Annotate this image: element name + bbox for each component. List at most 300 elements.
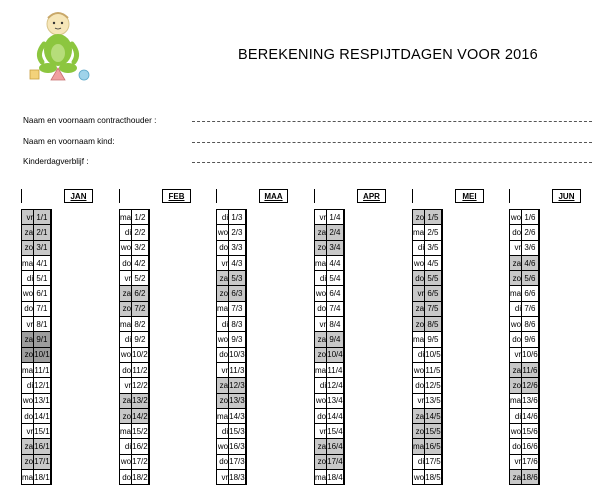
day-row — [217, 439, 247, 454]
entry-cell[interactable] — [441, 470, 442, 485]
date-cell: 14/1 — [34, 408, 51, 423]
entry-cell[interactable] — [343, 286, 344, 301]
day-row — [217, 347, 247, 362]
day-row — [120, 347, 150, 362]
entry-cell[interactable] — [245, 408, 246, 423]
weekday-cell: vr — [315, 210, 327, 225]
date-cell: 13/4 — [327, 393, 344, 408]
weekday-cell: ma — [413, 439, 425, 454]
date-cell: 11/3 — [229, 362, 246, 377]
entry-cell[interactable] — [245, 225, 246, 240]
entry-cell[interactable] — [538, 225, 539, 240]
month-name: FEB — [168, 192, 185, 201]
entry-cell[interactable] — [343, 393, 344, 408]
entry-cell[interactable] — [148, 332, 149, 347]
entry-cell[interactable] — [441, 424, 442, 439]
day-row — [217, 393, 247, 408]
date-cell: 11/1 — [34, 362, 51, 377]
weekday-cell: do — [120, 255, 132, 270]
date-cell: 9/6 — [522, 332, 539, 347]
entry-cell[interactable] — [50, 439, 51, 454]
entry-cell[interactable] — [441, 286, 442, 301]
date-cell: 16/5 — [425, 439, 442, 454]
weekday-cell: ma — [413, 332, 425, 347]
weekday-cell: vr — [510, 347, 522, 362]
weekday-cell: za — [22, 225, 34, 240]
entry-cell[interactable] — [538, 210, 539, 225]
weekday-cell: di — [120, 332, 132, 347]
date-cell: 18/4 — [327, 470, 344, 485]
entry-cell[interactable] — [441, 439, 442, 454]
weekday-cell: wo — [413, 255, 425, 270]
weekday-cell: wo — [413, 362, 425, 377]
entry-cell[interactable] — [245, 240, 246, 255]
day-row — [315, 378, 345, 393]
day-row — [315, 439, 345, 454]
baby-logo-icon — [22, 10, 96, 82]
entry-cell[interactable] — [441, 454, 442, 469]
entry-cell[interactable] — [538, 240, 539, 255]
day-row — [315, 424, 345, 439]
weekday-cell: ma — [22, 255, 34, 270]
entry-cell[interactable] — [50, 301, 51, 316]
day-row — [315, 332, 345, 347]
entry-cell[interactable] — [50, 378, 51, 393]
entry-cell[interactable] — [343, 240, 344, 255]
entry-cell[interactable] — [148, 378, 149, 393]
date-cell: 8/4 — [327, 317, 344, 332]
entry-cell[interactable] — [148, 255, 149, 270]
weekday-cell: ma — [120, 424, 132, 439]
day-row — [510, 225, 540, 240]
date-cell: 4/1 — [34, 255, 51, 270]
entry-cell[interactable] — [148, 408, 149, 423]
weekday-cell: za — [217, 271, 229, 286]
weekday-cell: ma — [217, 408, 229, 423]
day-row — [22, 332, 52, 347]
entry-cell[interactable] — [50, 454, 51, 469]
day-row — [22, 362, 52, 377]
weekday-cell: zo — [413, 317, 425, 332]
entry-cell[interactable] — [245, 393, 246, 408]
entry-cell[interactable] — [441, 408, 442, 423]
month-header — [259, 189, 288, 203]
day-row — [120, 470, 150, 485]
month-header-divider — [314, 189, 315, 203]
entry-cell[interactable] — [245, 317, 246, 332]
entry-cell[interactable] — [441, 393, 442, 408]
month-header-divider — [509, 189, 510, 203]
entry-cell[interactable] — [50, 332, 51, 347]
entry-cell[interactable] — [441, 317, 442, 332]
day-row — [510, 301, 540, 316]
day-row — [315, 408, 345, 423]
weekday-cell: do — [510, 225, 522, 240]
date-cell: 18/6 — [522, 470, 539, 485]
weekday-cell: do — [120, 470, 132, 485]
day-table — [314, 209, 345, 485]
weekday-cell: ma — [315, 255, 327, 270]
date-cell: 18/1 — [34, 470, 51, 485]
entry-cell[interactable] — [538, 271, 539, 286]
entry-cell[interactable] — [245, 424, 246, 439]
entry-cell[interactable] — [245, 439, 246, 454]
day-row — [413, 470, 443, 485]
date-cell: 5/5 — [425, 271, 442, 286]
entry-cell[interactable] — [148, 210, 149, 225]
date-cell: 8/5 — [425, 317, 442, 332]
day-row — [510, 378, 540, 393]
day-row — [217, 286, 247, 301]
entry-cell[interactable] — [245, 470, 246, 485]
entry-cell[interactable] — [538, 454, 539, 469]
date-cell: 9/2 — [132, 332, 149, 347]
entry-cell[interactable] — [538, 393, 539, 408]
date-cell: 15/4 — [327, 424, 344, 439]
day-row — [120, 286, 150, 301]
entry-cell[interactable] — [148, 301, 149, 316]
date-cell: 18/3 — [229, 470, 246, 485]
day-row — [217, 240, 247, 255]
weekday-cell: wo — [120, 347, 132, 362]
weekday-cell: za — [315, 332, 327, 347]
entry-cell[interactable] — [148, 470, 149, 485]
entry-cell[interactable] — [343, 454, 344, 469]
entry-cell[interactable] — [441, 362, 442, 377]
date-cell: 13/2 — [132, 393, 149, 408]
day-row — [510, 240, 540, 255]
date-cell: 3/4 — [327, 240, 344, 255]
date-cell: 10/4 — [327, 347, 344, 362]
day-row — [120, 255, 150, 270]
day-row — [120, 408, 150, 423]
day-row — [22, 393, 52, 408]
weekday-cell: wo — [217, 332, 229, 347]
entry-cell[interactable] — [538, 286, 539, 301]
entry-cell[interactable] — [538, 362, 539, 377]
day-row — [217, 317, 247, 332]
entry-cell[interactable] — [441, 225, 442, 240]
weekday-cell: di — [413, 454, 425, 469]
date-cell: 10/2 — [132, 347, 149, 362]
entry-cell[interactable] — [50, 408, 51, 423]
date-cell: 14/4 — [327, 408, 344, 423]
date-cell: 12/5 — [425, 378, 442, 393]
date-cell: 6/6 — [522, 286, 539, 301]
entry-cell[interactable] — [538, 317, 539, 332]
entry-cell[interactable] — [148, 271, 149, 286]
day-row — [315, 347, 345, 362]
date-cell: 7/5 — [425, 301, 442, 316]
entry-cell[interactable] — [148, 362, 149, 377]
weekday-cell: wo — [510, 424, 522, 439]
entry-cell[interactable] — [50, 225, 51, 240]
day-row — [413, 454, 443, 469]
month-header — [357, 189, 386, 203]
day-row — [22, 470, 52, 485]
weekday-cell: za — [510, 255, 522, 270]
day-row — [22, 424, 52, 439]
entry-cell[interactable] — [343, 408, 344, 423]
weekday-cell: wo — [120, 240, 132, 255]
day-row — [217, 332, 247, 347]
daycare-field[interactable] — [192, 162, 592, 163]
entry-cell[interactable] — [245, 301, 246, 316]
entry-cell[interactable] — [343, 347, 344, 362]
entry-cell[interactable] — [538, 347, 539, 362]
weekday-cell: ma — [22, 470, 34, 485]
date-cell: 16/6 — [522, 439, 539, 454]
entry-cell[interactable] — [343, 439, 344, 454]
entry-cell[interactable] — [245, 378, 246, 393]
entry-cell[interactable] — [245, 255, 246, 270]
entry-cell[interactable] — [148, 317, 149, 332]
date-cell: 13/3 — [229, 393, 246, 408]
day-row — [22, 225, 52, 240]
entry-cell[interactable] — [538, 424, 539, 439]
date-cell: 17/3 — [229, 454, 246, 469]
entry-cell[interactable] — [441, 332, 442, 347]
entry-cell[interactable] — [245, 347, 246, 362]
day-row — [217, 424, 247, 439]
day-row — [510, 332, 540, 347]
weekday-cell: ma — [120, 210, 132, 225]
entry-cell[interactable] — [343, 271, 344, 286]
weekday-cell: di — [217, 424, 229, 439]
date-cell: 8/3 — [229, 317, 246, 332]
day-row — [315, 271, 345, 286]
weekday-cell: di — [510, 301, 522, 316]
month-header — [552, 189, 581, 203]
entry-cell[interactable] — [343, 317, 344, 332]
date-cell: 2/3 — [229, 225, 246, 240]
entry-cell[interactable] — [343, 470, 344, 485]
weekday-cell: wo — [315, 393, 327, 408]
entry-cell[interactable] — [50, 362, 51, 377]
weekday-cell: do — [510, 439, 522, 454]
entry-cell[interactable] — [538, 332, 539, 347]
date-cell: 17/2 — [132, 454, 149, 469]
date-cell: 10/1 — [34, 347, 51, 362]
entry-cell[interactable] — [538, 408, 539, 423]
entry-cell[interactable] — [441, 255, 442, 270]
weekday-cell: di — [120, 225, 132, 240]
weekday-cell: di — [120, 439, 132, 454]
day-row — [22, 347, 52, 362]
weekday-cell: di — [413, 347, 425, 362]
day-row — [510, 408, 540, 423]
entry-cell[interactable] — [50, 470, 51, 485]
weekday-cell: vr — [22, 317, 34, 332]
day-row — [413, 378, 443, 393]
date-cell: 17/6 — [522, 454, 539, 469]
entry-cell[interactable] — [148, 439, 149, 454]
day-row — [510, 271, 540, 286]
day-row — [510, 362, 540, 377]
weekday-cell: zo — [22, 347, 34, 362]
entry-cell[interactable] — [50, 393, 51, 408]
entry-cell[interactable] — [148, 286, 149, 301]
day-row — [217, 408, 247, 423]
weekday-cell: do — [315, 301, 327, 316]
page-title: BEREKENING RESPIJTDAGEN VOOR 2016 — [238, 47, 538, 63]
entry-cell[interactable] — [343, 378, 344, 393]
date-cell: 15/2 — [132, 424, 149, 439]
entry-cell[interactable] — [343, 424, 344, 439]
day-row — [120, 439, 150, 454]
weekday-cell: vr — [510, 240, 522, 255]
weekday-cell: wo — [510, 210, 522, 225]
entry-cell[interactable] — [50, 271, 51, 286]
entry-cell[interactable] — [50, 317, 51, 332]
day-row — [413, 225, 443, 240]
date-cell: 6/1 — [34, 286, 51, 301]
entry-cell[interactable] — [50, 347, 51, 362]
day-row — [120, 332, 150, 347]
date-cell: 4/4 — [327, 255, 344, 270]
day-row — [22, 286, 52, 301]
entry-cell[interactable] — [538, 255, 539, 270]
entry-cell[interactable] — [343, 225, 344, 240]
daycare-label: Kinderdagverblijf : — [23, 157, 89, 166]
weekday-cell: do — [315, 408, 327, 423]
entry-cell[interactable] — [148, 393, 149, 408]
weekday-cell: di — [22, 271, 34, 286]
date-cell: 11/5 — [425, 362, 442, 377]
day-row — [120, 378, 150, 393]
day-row — [510, 439, 540, 454]
weekday-cell: za — [120, 393, 132, 408]
date-cell: 6/4 — [327, 286, 344, 301]
date-cell: 14/6 — [522, 408, 539, 423]
day-row — [510, 470, 540, 485]
weekday-cell: wo — [217, 225, 229, 240]
date-cell: 12/2 — [132, 378, 149, 393]
weekday-cell: di — [315, 378, 327, 393]
weekday-cell: zo — [315, 347, 327, 362]
entry-cell[interactable] — [148, 225, 149, 240]
day-row — [315, 470, 345, 485]
weekday-cell: ma — [413, 225, 425, 240]
day-row — [510, 255, 540, 270]
weekday-cell: ma — [315, 362, 327, 377]
entry-cell[interactable] — [245, 454, 246, 469]
entry-cell[interactable] — [441, 301, 442, 316]
date-cell: 7/2 — [132, 301, 149, 316]
entry-cell[interactable] — [50, 255, 51, 270]
day-row — [120, 362, 150, 377]
weekday-cell: ma — [217, 301, 229, 316]
entry-cell[interactable] — [245, 210, 246, 225]
entry-cell[interactable] — [538, 470, 539, 485]
day-row — [413, 393, 443, 408]
date-cell: 2/1 — [34, 225, 51, 240]
date-cell: 13/6 — [522, 393, 539, 408]
weekday-cell: za — [510, 362, 522, 377]
date-cell: 7/6 — [522, 301, 539, 316]
date-cell: 4/3 — [229, 255, 246, 270]
entry-cell[interactable] — [343, 332, 344, 347]
entry-cell[interactable] — [148, 347, 149, 362]
entry-cell[interactable] — [50, 240, 51, 255]
entry-cell[interactable] — [50, 424, 51, 439]
weekday-cell: vr — [413, 286, 425, 301]
entry-cell[interactable] — [148, 240, 149, 255]
day-row — [413, 317, 443, 332]
entry-cell[interactable] — [343, 301, 344, 316]
entry-cell[interactable] — [441, 240, 442, 255]
entry-cell[interactable] — [245, 286, 246, 301]
child-name-field[interactable] — [192, 142, 592, 143]
entry-cell[interactable] — [343, 255, 344, 270]
date-cell: 9/4 — [327, 332, 344, 347]
entry-cell[interactable] — [148, 424, 149, 439]
entry-cell[interactable] — [50, 286, 51, 301]
entry-cell[interactable] — [50, 210, 51, 225]
entry-cell[interactable] — [441, 271, 442, 286]
day-row — [120, 393, 150, 408]
entry-cell[interactable] — [538, 439, 539, 454]
day-row — [217, 301, 247, 316]
date-cell: 17/5 — [425, 454, 442, 469]
entry-cell[interactable] — [441, 378, 442, 393]
date-cell: 18/5 — [425, 470, 442, 485]
day-row — [217, 225, 247, 240]
weekday-cell: wo — [22, 286, 34, 301]
day-table — [216, 209, 247, 485]
weekday-cell: ma — [22, 362, 34, 377]
entry-cell[interactable] — [245, 362, 246, 377]
entry-cell[interactable] — [245, 271, 246, 286]
weekday-cell: di — [217, 317, 229, 332]
weekday-cell: do — [217, 240, 229, 255]
date-cell: 7/1 — [34, 301, 51, 316]
date-cell: 3/6 — [522, 240, 539, 255]
day-row — [217, 271, 247, 286]
entry-cell[interactable] — [538, 378, 539, 393]
entry-cell[interactable] — [441, 347, 442, 362]
date-cell: 9/1 — [34, 332, 51, 347]
weekday-cell: wo — [413, 470, 425, 485]
entry-cell[interactable] — [538, 301, 539, 316]
day-row — [22, 454, 52, 469]
weekday-cell: wo — [22, 393, 34, 408]
date-cell: 16/2 — [132, 439, 149, 454]
weekday-cell: ma — [510, 393, 522, 408]
entry-cell[interactable] — [441, 210, 442, 225]
weekday-cell: zo — [315, 240, 327, 255]
entry-cell[interactable] — [343, 362, 344, 377]
date-cell: 11/6 — [522, 362, 539, 377]
weekday-cell: zo — [315, 454, 327, 469]
entry-cell[interactable] — [245, 332, 246, 347]
day-row — [315, 286, 345, 301]
entry-cell[interactable] — [343, 210, 344, 225]
day-row — [217, 210, 247, 225]
weekday-cell: do — [22, 301, 34, 316]
contract-holder-field[interactable] — [192, 121, 592, 122]
weekday-cell: do — [413, 271, 425, 286]
day-row — [120, 424, 150, 439]
date-cell: 16/1 — [34, 439, 51, 454]
weekday-cell: vr — [510, 454, 522, 469]
day-table — [21, 209, 52, 485]
weekday-cell: zo — [413, 424, 425, 439]
date-cell: 5/4 — [327, 271, 344, 286]
day-row — [217, 362, 247, 377]
weekday-cell: zo — [120, 408, 132, 423]
entry-cell[interactable] — [148, 454, 149, 469]
